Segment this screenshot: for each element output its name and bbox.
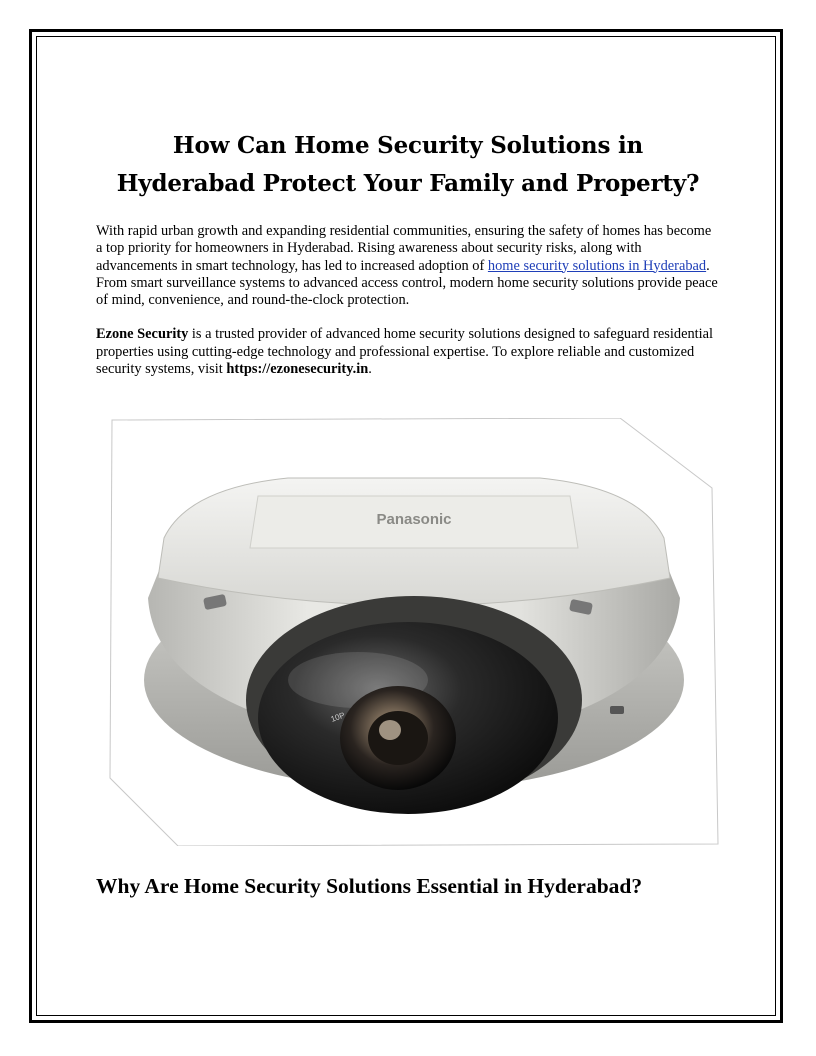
camera-brand-label: Panasonic xyxy=(376,511,452,528)
company-url: https://ezonesecurity.in xyxy=(226,361,369,378)
title-line-1: How Can Home Security Solutions in xyxy=(172,132,644,159)
company-name: Ezone Security xyxy=(96,326,189,343)
company-paragraph xyxy=(96,326,720,378)
intro-text-continued: . From smart surveillance systems to advanced access control, modern home security solutions provide peace of mind, convenience, and round-the-clock protection. xyxy=(96,257,718,309)
article-title xyxy=(96,127,720,203)
dome-camera-illustration xyxy=(108,418,720,846)
intro-text: With rapid urban growth and expanding residential communities, ensuring the safety of homes has become a top priority for homeowners in Hyderabad. Rising awareness about security risks, along with advancements in smart technology, has led to increased adoption of xyxy=(96,223,712,274)
company-paragraph-end: . xyxy=(368,361,372,378)
title-line-2: Hyderabad Protect Your Family and Property? xyxy=(116,170,700,197)
lens-label: 10P xyxy=(329,710,347,724)
article-body xyxy=(96,127,720,378)
intro-paragraph xyxy=(96,223,720,309)
home-security-link[interactable]: home security solutions in Hyderabad xyxy=(487,257,707,274)
camera-image xyxy=(108,418,720,846)
company-description: is a trusted provider of advanced home security solutions designed to safeguard residential properties using cutting-edge technology and professional expertise. To explore reliable and customized security systems, visit xyxy=(96,326,714,378)
section-heading: Why Are Home Security Solutions Essential in Hyderabad? xyxy=(96,874,643,898)
